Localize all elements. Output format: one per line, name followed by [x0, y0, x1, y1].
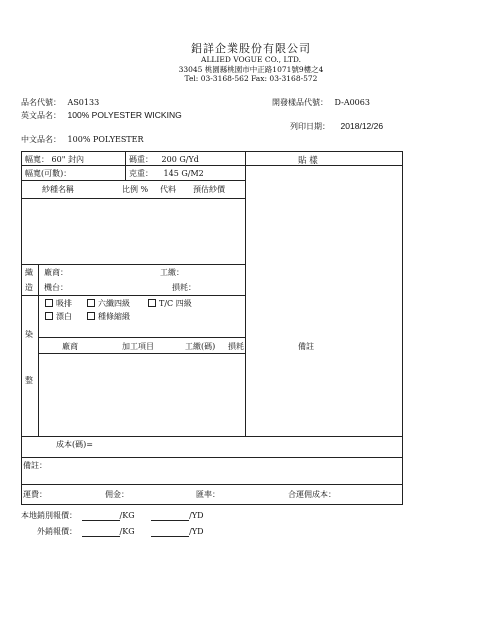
weight-value: 200 G/Yd: [161, 155, 199, 164]
name-cn: 100% POLYESTER: [67, 135, 144, 144]
local-kg-unit: /KG: [119, 511, 135, 520]
product-code-label: 品名代號：: [21, 98, 61, 107]
export-kg-unit: /KG: [119, 527, 135, 536]
gsm-value: 145 G/M2: [163, 169, 204, 178]
dyeing-col-note: 備註: [298, 342, 314, 351]
dyeing-col-factory: 廠商: [62, 342, 78, 351]
absorb-option-label: 吸排: [56, 299, 72, 308]
tc-class-checkbox[interactable]: [148, 299, 156, 307]
dyeing-label-2: 整: [25, 376, 33, 385]
weight-field: [129, 154, 199, 165]
width-field: [25, 154, 84, 165]
export-yd-unit: /YD: [189, 527, 204, 536]
stripe-checkbox[interactable]: [87, 312, 95, 320]
local-price-label: 本地銷別報價：: [21, 511, 77, 520]
yarn-col-code: 代料: [160, 185, 176, 194]
export-price-label: 外銷報價：: [37, 527, 77, 536]
dev-code-row: [272, 97, 370, 108]
dyeing-col-process: 加工項目: [122, 342, 154, 351]
weaving-labor-label: 工繳：: [160, 268, 184, 277]
name-en-row: [21, 110, 182, 121]
yarn-col-name: 紗種名稱: [42, 185, 74, 194]
dev-code-label: 開發樣品代號：: [272, 98, 328, 107]
dyeing-col-loss: 損耗: [228, 342, 244, 351]
export-kg-blank: [82, 527, 120, 537]
six-class-option-label: 六纖四級: [98, 299, 130, 308]
weight-label: 碼重：: [129, 155, 153, 164]
company-address: 33045 桃園縣桃園市中正路1071號9樓之4: [178, 65, 324, 74]
bleach-checkbox[interactable]: [45, 312, 53, 320]
name-en-label: 英文品名：: [21, 111, 61, 120]
product-code-row: [21, 97, 99, 108]
cost-label: 成本(碼)=: [56, 440, 93, 449]
exchange-label: 匯率：: [196, 490, 220, 499]
weaving-label-2: 造: [25, 283, 33, 292]
local-yd-unit: /YD: [189, 511, 204, 520]
dyeing-col-labor: 工繳(碼): [185, 342, 216, 351]
dyeing-label-1: 染: [25, 330, 33, 339]
local-yd-blank: [151, 511, 189, 521]
company-contact: Tel: 03-3168-562 Fax: 03-3168-572: [184, 74, 318, 83]
six-class-checkbox[interactable]: [87, 299, 95, 307]
export-price-row: [37, 526, 204, 537]
absorb-checkbox[interactable]: [45, 299, 53, 307]
commission-label: 佣金：: [105, 490, 129, 499]
gsm-field: [129, 168, 204, 179]
print-date-label: 列印日期：: [290, 122, 330, 131]
tc-class-option-label: T/C 四級: [159, 299, 192, 308]
weaving-label-1: 織: [25, 268, 33, 277]
name-cn-label: 中文品名：: [21, 135, 61, 144]
print-date: 2018/12/26: [340, 121, 384, 131]
width-label: 幅寬：: [25, 155, 49, 164]
company-name-cn: 鋁詳企業股份有限公司: [191, 42, 311, 55]
total-cost-label: 合運佣成本：: [288, 490, 336, 499]
print-date-row: [290, 121, 383, 132]
gsm-label: 克重：: [129, 169, 153, 178]
dev-code: D-A0063: [334, 98, 370, 107]
width-value: 60" 封內: [51, 155, 84, 164]
stripe-option-label: 種條縮緞: [98, 312, 130, 321]
local-price-row: [21, 510, 204, 521]
weaving-loss-label: 損耗：: [172, 283, 196, 292]
export-yd-blank: [151, 527, 189, 537]
local-kg-blank: [82, 511, 120, 521]
bleach-option-label: 漂白: [56, 312, 72, 321]
name-en: 100% POLYESTER WICKING: [67, 110, 182, 120]
company-name-en: ALLIED VOGUE CO., LTD.: [201, 55, 301, 64]
yarn-col-ratio: 比例 %: [122, 185, 149, 194]
shipping-label: 運費：: [23, 490, 47, 499]
yarn-col-price: 預估紗價: [193, 185, 225, 194]
spec-form: [21, 151, 403, 505]
name-cn-row: [21, 134, 144, 145]
product-code: AS0133: [67, 98, 100, 107]
remarks-label: 備註：: [23, 461, 47, 470]
usable-width-label: 幅寬(可數)：: [25, 169, 72, 178]
weaving-factory-label: 廠商：: [44, 268, 68, 277]
sample-label: 貼 樣: [298, 156, 318, 166]
weaving-machine-label: 機台：: [44, 283, 68, 292]
